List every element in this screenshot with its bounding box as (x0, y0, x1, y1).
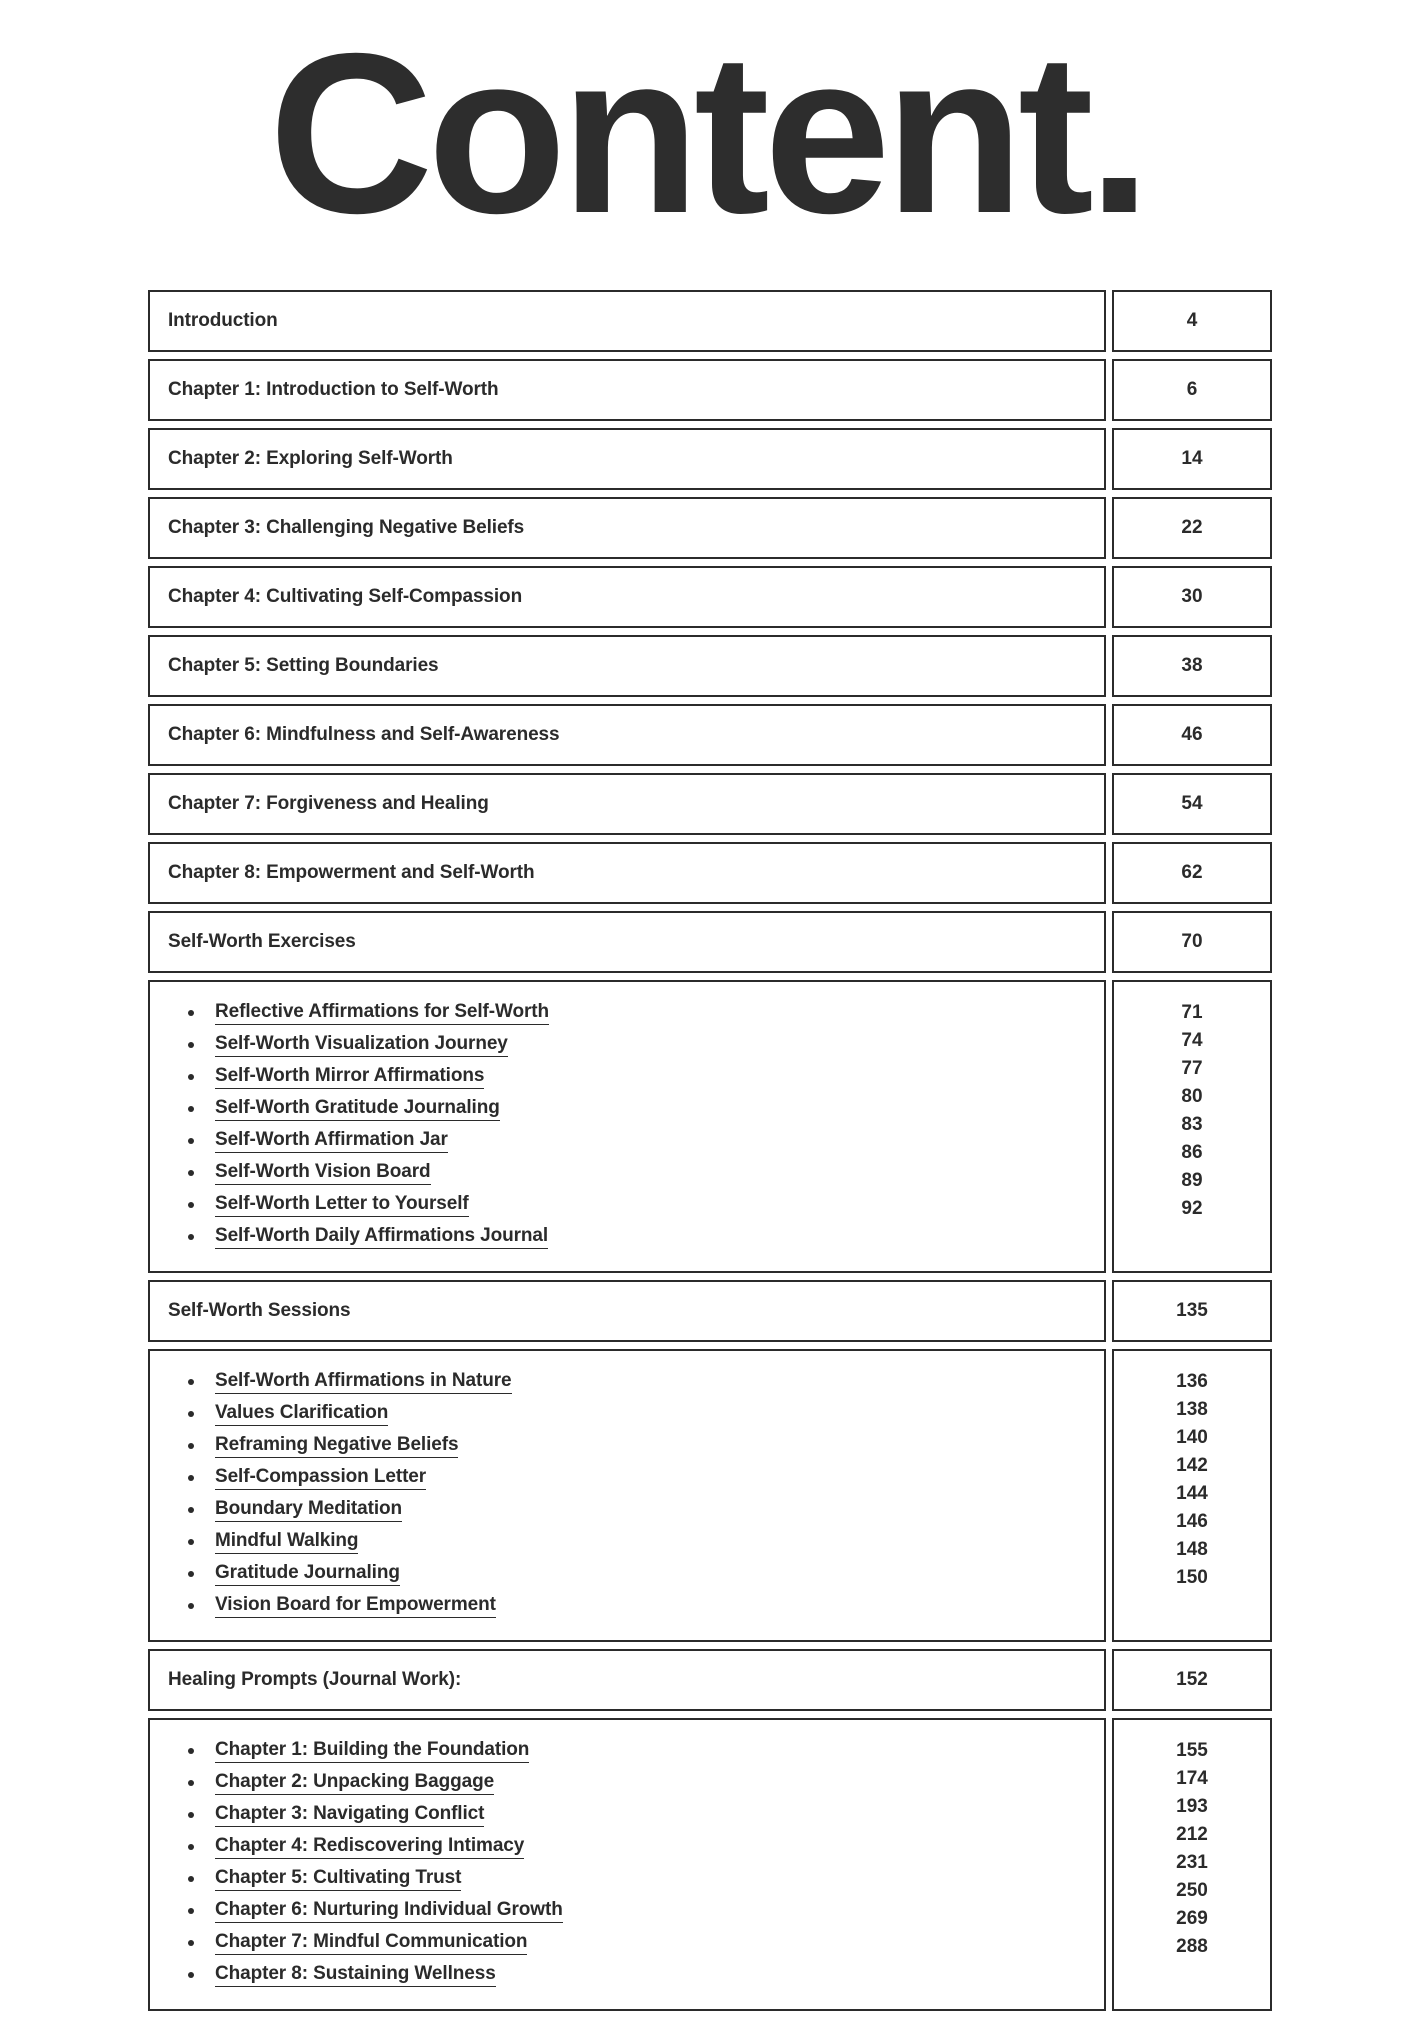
toc-page-cell (1112, 1649, 1272, 1711)
toc-sublist-item[interactable] (168, 1740, 1086, 1763)
toc-entry-row (148, 566, 1272, 628)
toc-page-number: 288 (1176, 1936, 1208, 1957)
toc-page-number: 38 (1181, 655, 1203, 676)
toc-page-number: 138 (1176, 1399, 1208, 1420)
toc-page-number: 71 (1181, 1002, 1203, 1023)
toc-page-cell (1112, 911, 1272, 973)
toc-sublist-item-label[interactable]: Chapter 1: Building the Foundation (215, 1740, 529, 1763)
toc-title-cell (148, 359, 1106, 421)
bullet-icon (188, 1411, 194, 1417)
toc-sublist-item-label[interactable]: Chapter 4: Rediscovering Intimacy (215, 1836, 524, 1859)
toc-page-cell (1112, 1280, 1272, 1342)
bullet-icon (188, 1876, 194, 1882)
toc-title-cell (148, 1649, 1106, 1711)
toc-sublist-item[interactable] (168, 1371, 1086, 1394)
toc-page-number: 146 (1176, 1511, 1208, 1532)
toc-entry-row (148, 842, 1272, 904)
toc-sublist-row (148, 1349, 1272, 1642)
toc-page-number: 14 (1181, 448, 1203, 469)
toc-page-number: 30 (1181, 586, 1203, 607)
toc-entry-row (148, 911, 1272, 973)
toc-sublist-item-label[interactable]: Chapter 7: Mindful Communication (215, 1932, 527, 1955)
bullet-icon (188, 1234, 194, 1240)
toc-entry-label: Chapter 1: Introduction to Self-Worth (168, 379, 499, 400)
bullet-icon (188, 1844, 194, 1850)
toc-page-number: 174 (1176, 1768, 1208, 1789)
toc-title-cell (148, 1349, 1106, 1642)
toc-entry-row (148, 290, 1272, 352)
table-of-contents (148, 290, 1272, 2018)
toc-sublist-item[interactable] (168, 1531, 1086, 1554)
toc-sublist-item-label[interactable]: Self-Worth Letter to Yourself (215, 1194, 469, 1217)
toc-entry-label: Chapter 2: Exploring Self-Worth (168, 448, 453, 469)
toc-sublist-item-label[interactable]: Values Clarification (215, 1403, 388, 1426)
toc-page-number: 269 (1176, 1908, 1208, 1929)
page-title: Content. (268, 7, 1146, 261)
bullet-icon (188, 1074, 194, 1080)
toc-sublist-item[interactable] (168, 1499, 1086, 1522)
page-title-container (0, 0, 1414, 261)
toc-page-number: 80 (1181, 1086, 1203, 1107)
toc-entry-label: Self-Worth Sessions (168, 1300, 351, 1321)
toc-title-cell (148, 1718, 1106, 2011)
toc-sublist-item[interactable] (168, 1002, 1086, 1025)
toc-page-number-column (1114, 1741, 1270, 1956)
toc-page-number-column (1114, 1372, 1270, 1587)
toc-entry-row (148, 1649, 1272, 1711)
toc-page-number: 148 (1176, 1539, 1208, 1560)
toc-sublist-item[interactable] (168, 1226, 1086, 1249)
toc-sublist-item-label[interactable]: Self-Worth Mirror Affirmations (215, 1066, 484, 1089)
toc-title-cell (148, 980, 1106, 1273)
toc-sublist-item[interactable] (168, 1162, 1086, 1185)
toc-sublist-item[interactable] (168, 1066, 1086, 1089)
toc-page-number: 89 (1181, 1170, 1203, 1191)
toc-sublist-item-label[interactable]: Chapter 6: Nurturing Individual Growth (215, 1900, 563, 1923)
toc-sublist-item[interactable] (168, 1435, 1086, 1458)
bullet-icon (188, 1475, 194, 1481)
toc-sublist-item[interactable] (168, 1868, 1086, 1891)
toc-title-cell (148, 704, 1106, 766)
toc-page-number: 212 (1176, 1824, 1208, 1845)
toc-sublist-item-label[interactable]: Self-Worth Gratitude Journaling (215, 1098, 500, 1121)
toc-page-number: 6 (1186, 379, 1198, 400)
toc-page-number: 62 (1181, 862, 1203, 883)
toc-sublist-item-label[interactable]: Chapter 3: Navigating Conflict (215, 1804, 484, 1827)
bullet-icon (188, 1940, 194, 1946)
toc-page-number: 142 (1176, 1455, 1208, 1476)
bullet-icon (188, 1780, 194, 1786)
toc-page-number: 144 (1176, 1483, 1208, 1504)
toc-sublist-item-label[interactable]: Self-Worth Affirmations in Nature (215, 1371, 512, 1394)
toc-sublist-item-label[interactable]: Reflective Affirmations for Self-Worth (215, 1002, 549, 1025)
toc-title-cell (148, 911, 1106, 973)
toc-sublist-item[interactable] (168, 1467, 1086, 1490)
toc-page-cell (1112, 1349, 1272, 1642)
toc-entry-row (148, 704, 1272, 766)
toc-entry-row (148, 497, 1272, 559)
toc-title-cell (148, 842, 1106, 904)
toc-sublist-row (148, 1718, 1272, 2011)
toc-page-number: 250 (1176, 1880, 1208, 1901)
bullet-icon (188, 1812, 194, 1818)
toc-page-number: 77 (1181, 1058, 1203, 1079)
toc-sublist-item-label[interactable]: Self-Worth Vision Board (215, 1162, 431, 1185)
toc-sublist-item-label[interactable]: Self-Worth Daily Affirmations Journal (215, 1226, 548, 1249)
bullet-icon (188, 1507, 194, 1513)
toc-page-number: 70 (1181, 931, 1203, 952)
toc-title-cell (148, 1280, 1106, 1342)
toc-page-number: 22 (1181, 517, 1203, 538)
bullet-icon (188, 1571, 194, 1577)
bullet-icon (188, 1972, 194, 1978)
toc-page-number: 136 (1176, 1371, 1208, 1392)
toc-entry-label: Chapter 5: Setting Boundaries (168, 655, 439, 676)
toc-page-number: 152 (1176, 1669, 1208, 1690)
toc-entry-row (148, 428, 1272, 490)
toc-page-number: 140 (1176, 1427, 1208, 1448)
toc-page-number: 231 (1176, 1852, 1208, 1873)
toc-page-number: 86 (1181, 1142, 1203, 1163)
toc-page-number: 83 (1181, 1114, 1203, 1135)
toc-title-cell (148, 635, 1106, 697)
toc-sublist-item[interactable] (168, 1130, 1086, 1153)
toc-sublist-item-label[interactable]: Self-Worth Visualization Journey (215, 1034, 508, 1057)
toc-entry-row (148, 1280, 1272, 1342)
toc-title-cell (148, 566, 1106, 628)
toc-page-cell (1112, 359, 1272, 421)
toc-entry-row (148, 635, 1272, 697)
toc-page-cell (1112, 497, 1272, 559)
toc-page-cell (1112, 566, 1272, 628)
bullet-icon (188, 1138, 194, 1144)
toc-sublist-item[interactable] (168, 1964, 1086, 1987)
toc-sublist-row (148, 980, 1272, 1273)
bullet-icon (188, 1603, 194, 1609)
bullet-icon (188, 1170, 194, 1176)
toc-sublist-item[interactable] (168, 1932, 1086, 1955)
bullet-icon (188, 1443, 194, 1449)
toc-sublist-item[interactable] (168, 1194, 1086, 1217)
toc-entry-label: Chapter 7: Forgiveness and Healing (168, 793, 489, 814)
toc-page-number: 135 (1176, 1300, 1208, 1321)
toc-sublist-item-label[interactable]: Mindful Walking (215, 1531, 358, 1554)
toc-entry-label: Chapter 4: Cultivating Self-Compassion (168, 586, 523, 607)
toc-sublist-item-label[interactable]: Boundary Meditation (215, 1499, 402, 1522)
toc-page-number: 193 (1176, 1796, 1208, 1817)
toc-sublist-item-label[interactable]: Gratitude Journaling (215, 1563, 400, 1586)
toc-entry-row (148, 359, 1272, 421)
toc-sublist-item[interactable] (168, 1098, 1086, 1121)
toc-entry-label: Chapter 6: Mindfulness and Self-Awareness (168, 724, 560, 745)
toc-title-cell (148, 773, 1106, 835)
toc-entry-label: Introduction (168, 310, 278, 331)
toc-page-number: 46 (1181, 724, 1203, 745)
toc-sublist (168, 1740, 1086, 1987)
bullet-icon (188, 1042, 194, 1048)
toc-page-cell (1112, 290, 1272, 352)
toc-title-cell (148, 428, 1106, 490)
toc-entry-label: Chapter 8: Empowerment and Self-Worth (168, 862, 535, 883)
bullet-icon (188, 1908, 194, 1914)
toc-page-number: 74 (1181, 1030, 1203, 1051)
toc-page-cell (1112, 635, 1272, 697)
toc-entry-row (148, 773, 1272, 835)
toc-title-cell (148, 290, 1106, 352)
toc-page-number-column (1114, 1003, 1270, 1218)
bullet-icon (188, 1379, 194, 1385)
toc-sublist-item-label[interactable]: Reframing Negative Beliefs (215, 1435, 458, 1458)
toc-title-cell (148, 497, 1106, 559)
toc-entry-label: Self-Worth Exercises (168, 931, 356, 952)
toc-sublist-item-label[interactable]: Chapter 5: Cultivating Trust (215, 1868, 461, 1891)
toc-page-cell (1112, 773, 1272, 835)
toc-page-cell (1112, 428, 1272, 490)
toc-page-cell (1112, 980, 1272, 1273)
toc-sublist-item[interactable] (168, 1563, 1086, 1586)
toc-sublist-item[interactable] (168, 1034, 1086, 1057)
toc-sublist-item[interactable] (168, 1804, 1086, 1827)
toc-entry-label: Healing Prompts (Journal Work): (168, 1669, 462, 1690)
toc-sublist (168, 1371, 1086, 1618)
toc-page-number: 92 (1181, 1198, 1203, 1219)
toc-page-number: 150 (1176, 1567, 1208, 1588)
toc-sublist-item-label[interactable]: Self-Worth Affirmation Jar (215, 1130, 448, 1153)
toc-sublist-item[interactable] (168, 1595, 1086, 1618)
toc-page-cell (1112, 1718, 1272, 2011)
toc-sublist-item-label[interactable]: Chapter 2: Unpacking Baggage (215, 1772, 494, 1795)
toc-sublist-item-label[interactable]: Chapter 8: Sustaining Wellness (215, 1964, 496, 1987)
toc-sublist-item[interactable] (168, 1403, 1086, 1426)
toc-page-number: 54 (1181, 793, 1203, 814)
bullet-icon (188, 1539, 194, 1545)
toc-page-cell (1112, 704, 1272, 766)
toc-page-number: 155 (1176, 1740, 1208, 1761)
bullet-icon (188, 1106, 194, 1112)
toc-sublist-item[interactable] (168, 1836, 1086, 1859)
bullet-icon (188, 1010, 194, 1016)
toc-entry-label: Chapter 3: Challenging Negative Beliefs (168, 517, 525, 538)
bullet-icon (188, 1202, 194, 1208)
bullet-icon (188, 1748, 194, 1754)
toc-page-cell (1112, 842, 1272, 904)
toc-sublist-item-label[interactable]: Self-Compassion Letter (215, 1467, 426, 1490)
toc-sublist-item-label[interactable]: Vision Board for Empowerment (215, 1595, 496, 1618)
toc-page-number: 4 (1186, 310, 1198, 331)
toc-sublist-item[interactable] (168, 1900, 1086, 1923)
toc-sublist (168, 1002, 1086, 1249)
toc-sublist-item[interactable] (168, 1772, 1086, 1795)
